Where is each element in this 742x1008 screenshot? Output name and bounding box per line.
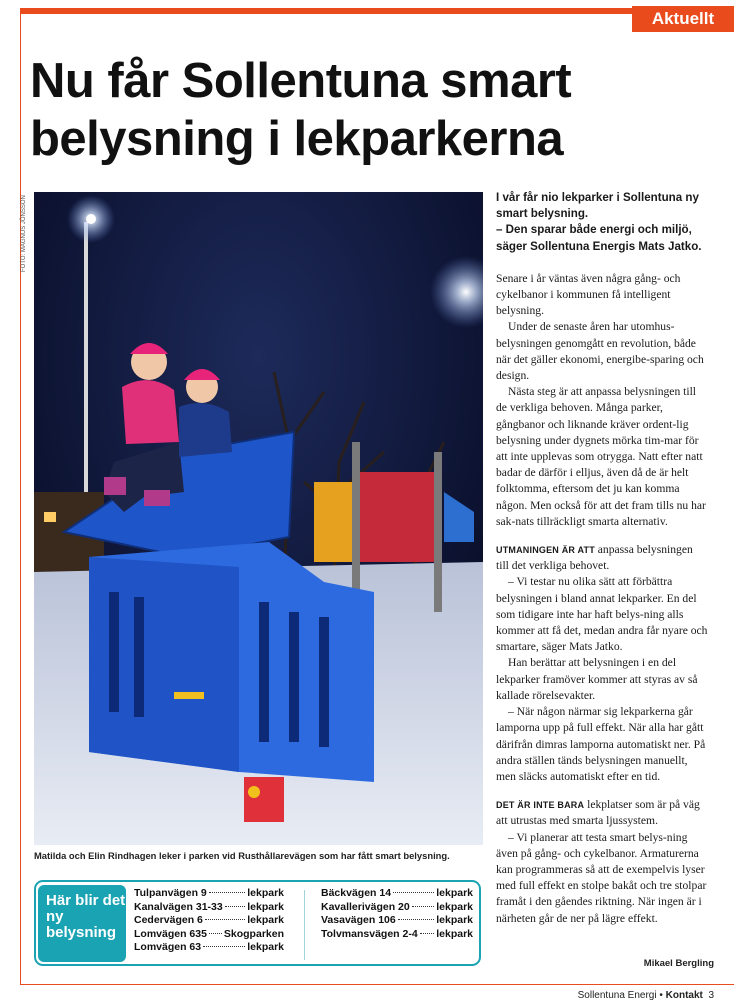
- location-list-col-2: [321, 887, 473, 941]
- list-item: Vasavägen 106 lekpark: [321, 914, 473, 926]
- photo-credit: FOTO: MAGNUS JÖNSSON: [21, 195, 27, 272]
- location-list-col-1: [134, 887, 284, 955]
- page-number: 3: [708, 990, 714, 1001]
- list-item: Lomvägen 63 lekpark: [134, 941, 284, 953]
- footer-magazine: Kontakt: [665, 990, 703, 1001]
- paragraph: UTMANINGEN ÄR ATT anpassa belysningen till det verkliga behovet.: [496, 543, 693, 573]
- location-list-box: [34, 880, 481, 966]
- list-item: Tulpanvägen 9 lekpark: [134, 887, 284, 899]
- list-item: Kanalvägen 31-33 lekpark: [134, 900, 284, 913]
- photo-caption: Matilda och Elin Rindhagen leker i parken vid Rusthållarevägen som har fått smart belysning.: [34, 850, 450, 861]
- paragraph: Nästa steg är att anpassa belysningen till de verkliga behoven. Många parker, gångbanor och liknande kräver ordent-lig belysning under dygnets mörka tim-mar för att inte upplevas som otrygga. Natt efter natt badar de därför i elljus, även då de är helt folktomma, eftersom det ju kan komma någon. Men också för att det fram tills nu har sak-nats tillräckligt smarta alternativ.: [496, 385, 706, 528]
- footer-publisher: Sollentuna Energi: [577, 990, 657, 1001]
- page-footer: Sollentuna Energi • Kontakt 3: [577, 990, 714, 1001]
- paragraph: – När någon närmar sig lekparkerna går lamporna upp på full effekt. När alla har gått därifrån dimras lamporna automatiskt ner. På andra ställen tänds belysningen manuellt, men släcks automatiskt efter en tid.: [496, 705, 706, 783]
- article-body: [496, 190, 708, 927]
- top-rule: [20, 8, 734, 14]
- list-item: Tolvmansvägen 2-4 lekpark: [321, 927, 473, 940]
- footer-rule: [20, 984, 734, 985]
- list-item: Lomvägen 635 Skogparken: [134, 927, 284, 940]
- location-list-title: Här blir det ny belysning: [38, 885, 126, 962]
- byline: Mikael Bergling: [643, 958, 714, 969]
- paragraph: Senare i år väntas även några gång- och cykelbanor i kommunen få intelligent belysning.: [496, 271, 681, 318]
- list-item: Kavallerivägen 20 lekpark: [321, 900, 473, 913]
- paragraph: DET ÄR INTE BARA lekplatser som är på väg att utrustas med smarta ljussystem.: [496, 798, 700, 828]
- paragraph: Han berättar att belysningen i en del lekparker framöver kommer att styras av så kallade rörelsevakter.: [496, 656, 698, 702]
- playground-photo: [34, 192, 483, 845]
- list-item: Cedervägen 6 lekpark: [134, 914, 284, 926]
- headline: Nu får Sollentuna smart belysning i lekparkerna: [30, 54, 572, 166]
- list-item: Bäckvägen 14 lekpark: [321, 887, 473, 899]
- section-tab: Aktuellt: [632, 6, 734, 32]
- paragraph: – Vi testar nu olika sätt att förbättra belysningen i bland annat lekparker. En del som tidigare inte har haft belys-ning alls kommer att få det, medan andra får nyare och smartare, säger Mats Jatko.: [496, 575, 708, 654]
- column-divider: [304, 890, 305, 960]
- paragraph: Under de senaste åren har utomhus-belysningen genomgått en revolution, både när det gäller ekonomi, energibe-sparing och design.: [496, 320, 704, 383]
- run-in-heading: UTMANINGEN ÄR ATT: [496, 545, 595, 556]
- left-rule: [20, 14, 21, 984]
- paragraph: – Vi planerar att testa smart belys-ning även på gång- och cykelbanor. Armaturerna kan programmeras så att de exempelvis lyser med full effekt en stolpe bakåt och tre stolpar framåt i den gåendes riktning. När ingen är i närheten går de ner på lägre effekt.: [496, 830, 707, 925]
- run-in-heading: DET ÄR INTE BARA: [496, 800, 585, 811]
- article-lead: I vår får nio lekparker i Sollentuna ny smart belysning. – Den sparar både energi och miljö, säger Sollentuna Energis Mats Jatko.: [496, 191, 702, 253]
